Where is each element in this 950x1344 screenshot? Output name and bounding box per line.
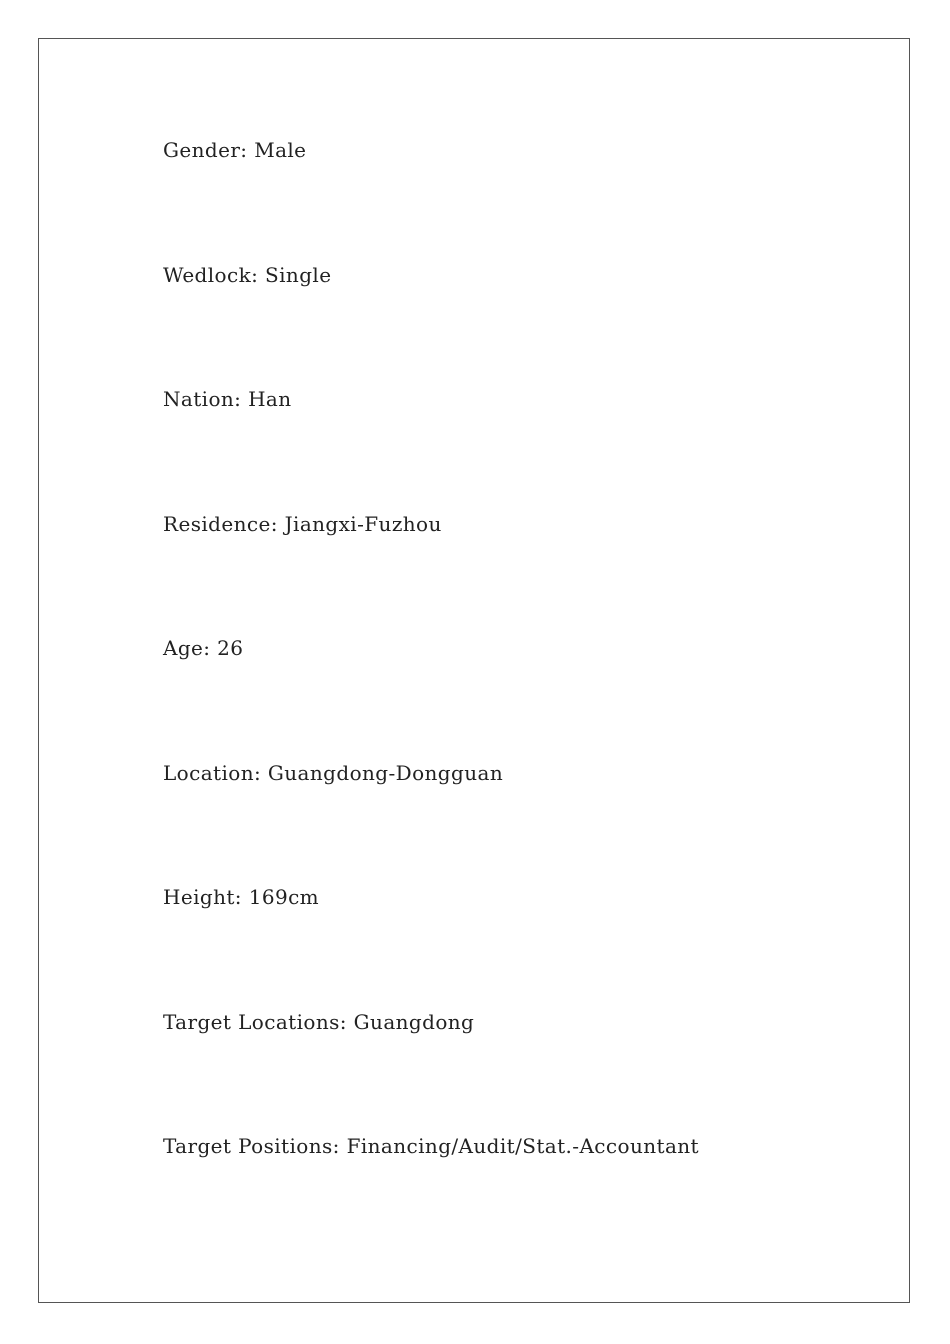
height-field: Height: 169cm [163, 885, 320, 909]
nation-field: Nation: Han [163, 387, 292, 411]
target-locations-field: Target Locations: Guangdong [163, 1009, 475, 1034]
profile-field-list [163, 135, 699, 1256]
location-field: Location: Guangdong-Dongguan [163, 760, 504, 785]
target-positions-field: Target Positions: Financing/Audit/Stat.-Accountant [163, 1134, 699, 1158]
gender-field: Gender: Male [163, 138, 307, 162]
residence-field: Residence: Jiangxi-Fuzhou [163, 511, 442, 536]
wedlock-field: Wedlock: Single [163, 262, 332, 287]
age-field: Age: 26 [163, 636, 244, 660]
